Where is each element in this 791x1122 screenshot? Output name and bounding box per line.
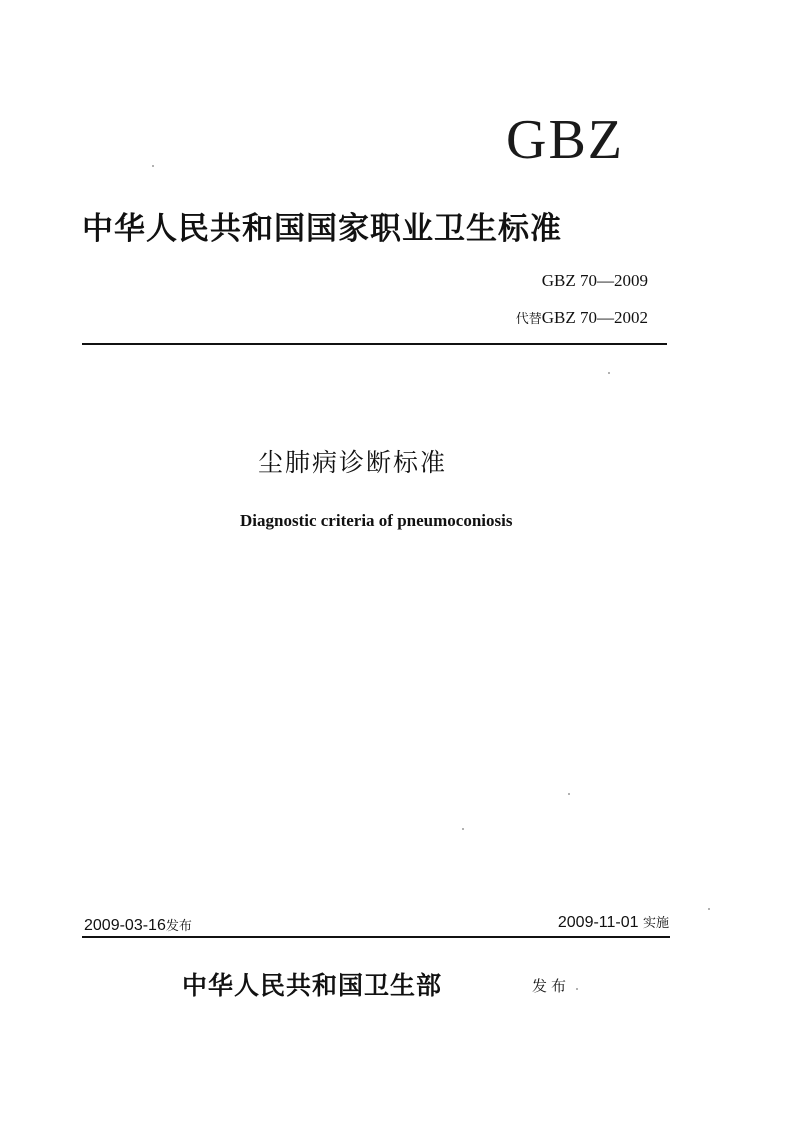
- gbz-logo: GBZ: [506, 109, 624, 171]
- publish-label: 发布: [532, 977, 571, 995]
- implement-date-line: [558, 915, 669, 931]
- scan-speck: [568, 793, 570, 795]
- publisher: 中华人民共和国卫生部: [182, 971, 443, 1000]
- replaces-prefix: 代替: [515, 312, 542, 327]
- title-chinese: 尘肺病诊断标准: [258, 448, 448, 477]
- implement-label: 实施: [642, 916, 669, 931]
- header-divider: [82, 343, 667, 345]
- release-label: 发布: [165, 919, 192, 934]
- standard-category: 中华人民共和国国家职业卫生标准: [82, 211, 562, 247]
- implement-date: 2009-11-01: [557, 914, 639, 931]
- footer-divider: [82, 936, 670, 938]
- replaces-line: [516, 309, 648, 326]
- title-english: Diagnostic criteria of pneumoconiosis: [240, 511, 513, 530]
- scan-speck: [576, 988, 578, 990]
- standard-number: GBZ 70—2009: [541, 271, 648, 290]
- scan-speck: [462, 828, 464, 830]
- scan-speck: [708, 908, 710, 910]
- release-date: 2009-03-16: [84, 917, 166, 934]
- release-date-line: [84, 918, 192, 934]
- replaces-number: GBZ 70—2002: [541, 308, 648, 327]
- scan-speck: [152, 165, 154, 167]
- scan-speck: [608, 372, 610, 374]
